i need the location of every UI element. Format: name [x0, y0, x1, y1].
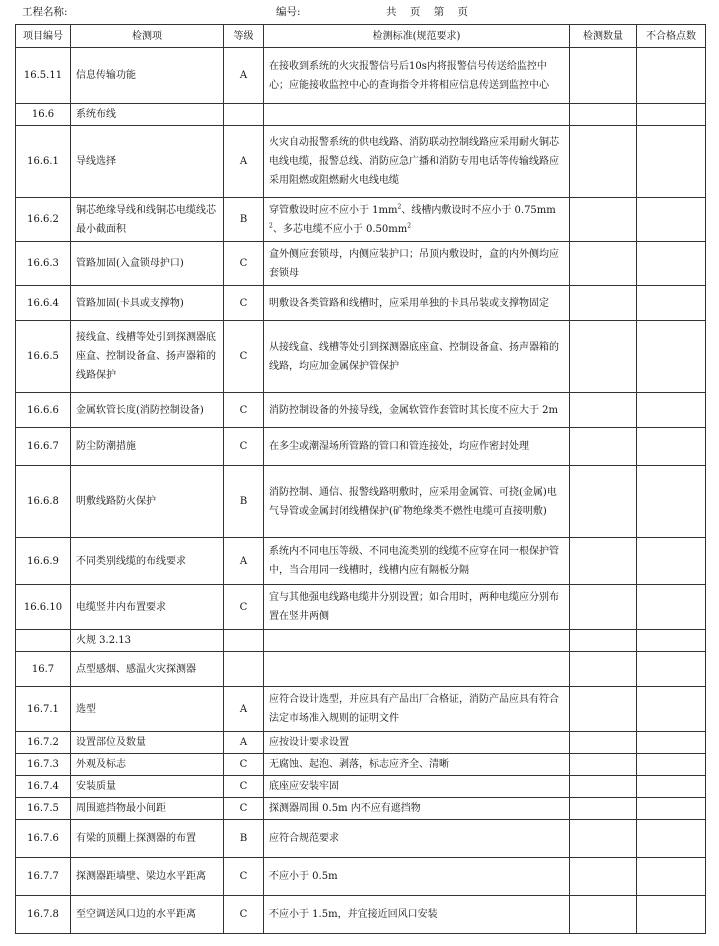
table-row: [16, 896, 706, 934]
item-name: 火规 3.2.13: [71, 630, 224, 652]
table-row: [16, 286, 706, 321]
item-code: 16.7.2: [16, 732, 71, 754]
item-name: 不同类别线缆的布线要求: [71, 538, 224, 585]
table-row: [16, 652, 706, 687]
number-label: 编号:: [276, 6, 301, 18]
item-code: 16.7.1: [16, 687, 71, 732]
item-grade: B: [224, 466, 264, 538]
item-code: 16.7.8: [16, 896, 71, 934]
item-code: 16.6.6: [16, 393, 71, 428]
col-header-item: 检测项: [71, 25, 224, 48]
item-standard: [264, 630, 570, 652]
item-grade: A: [224, 126, 264, 198]
item-name: 探测器距墙壁、梁边水平距离: [71, 858, 224, 896]
item-standard: 应符合设计选型，并应具有产品出厂合格证，消防产品应具有符合法定市场准入规则的证明文件: [264, 687, 570, 732]
table-row: [16, 585, 706, 630]
item-standard: 系统内不同电压等级、不同电流类别的线缆不应穿在同一根保护管中，当合用同一线槽时，线槽内应有隔板分隔: [264, 538, 570, 585]
item-standard: 消防控制、通信、报警线路明敷时，应采用金属管、可挠(金属)电气导管或金属封闭线槽保护(矿物绝缘类不燃性电缆可直接明敷): [264, 466, 570, 538]
failed-cell[interactable]: [637, 585, 706, 630]
table-row: [16, 820, 706, 858]
table-row: [16, 428, 706, 466]
item-standard: 火灾自动报警系统的供电线路、消防联动控制线路应采用耐火铜芯电线电缆，报警总线、消防应急广播和消防专用电话等传输线路应采用阻燃或阻燃耐火电线电缆: [264, 126, 570, 198]
item-grade: C: [224, 321, 264, 393]
item-code: 16.6.8: [16, 466, 71, 538]
failed-cell[interactable]: [637, 858, 706, 896]
item-standard: 盒外侧应套锁母，内侧应装护口；吊顶内敷设时，盒的内外侧均应套锁母: [264, 242, 570, 286]
item-code: 16.7.5: [16, 798, 71, 820]
quantity-cell[interactable]: [570, 126, 637, 198]
item-name: 铜芯绝缘导线和线铜芯电缆线芯最小截面积: [71, 198, 224, 242]
failed-cell[interactable]: [637, 393, 706, 428]
item-grade: C: [224, 858, 264, 896]
failed-cell[interactable]: [637, 652, 706, 687]
item-standard: 消防控制设备的外接导线，金属软管作套管时其长度不应大于 2m: [264, 393, 570, 428]
quantity-cell[interactable]: [570, 48, 637, 104]
item-standard: 应符合规范要求: [264, 820, 570, 858]
item-code: 16.7.6: [16, 820, 71, 858]
item-grade: B: [224, 198, 264, 242]
item-code: 16.5.11: [16, 48, 71, 104]
item-standard: 在多尘或潮湿场所管路的管口和管连接处，均应作密封处理: [264, 428, 570, 466]
quantity-cell[interactable]: [570, 286, 637, 321]
table-row: [16, 466, 706, 538]
failed-cell[interactable]: [637, 321, 706, 393]
item-grade: C: [224, 286, 264, 321]
failed-cell[interactable]: [637, 198, 706, 242]
quantity-cell[interactable]: [570, 428, 637, 466]
item-name: 接线盒、线槽等处引到探测器底座盒、控制设备盒、扬声器箱的线路保护: [71, 321, 224, 393]
table-row: [16, 48, 706, 104]
item-name: 管路加固(卡具或支撑物): [71, 286, 224, 321]
item-name: 有梁的顶棚上探测器的布置: [71, 820, 224, 858]
failed-cell[interactable]: [637, 538, 706, 585]
item-standard: 无腐蚀、起泡、剥落，标志应齐全、清晰: [264, 754, 570, 776]
item-name: 防尘防潮措施: [71, 428, 224, 466]
quantity-cell[interactable]: [570, 896, 637, 934]
item-grade: [224, 104, 264, 126]
table-row: [16, 393, 706, 428]
item-code: 16.6.3: [16, 242, 71, 286]
item-code: 16.7.7: [16, 858, 71, 896]
table-row: [16, 858, 706, 896]
table-row: [16, 732, 706, 754]
item-code: 16.6.9: [16, 538, 71, 585]
item-grade: C: [224, 393, 264, 428]
item-grade: A: [224, 732, 264, 754]
quantity-cell[interactable]: [570, 776, 637, 798]
item-name: 至空调送风口边的水平距离: [71, 896, 224, 934]
quantity-cell[interactable]: [570, 754, 637, 776]
item-standard: 应按设计要求设置: [264, 732, 570, 754]
inspection-table: [15, 24, 706, 934]
failed-cell[interactable]: [637, 732, 706, 754]
item-name: 导线选择: [71, 126, 224, 198]
item-name: 设置部位及数量: [71, 732, 224, 754]
item-grade: B: [224, 820, 264, 858]
table-row: [16, 104, 706, 126]
item-code: 16.7.3: [16, 754, 71, 776]
quantity-cell[interactable]: [570, 732, 637, 754]
failed-cell[interactable]: [637, 754, 706, 776]
item-standard: [264, 104, 570, 126]
item-grade: C: [224, 242, 264, 286]
failed-cell[interactable]: [637, 48, 706, 104]
failed-cell[interactable]: [637, 286, 706, 321]
item-code: 16.6.5: [16, 321, 71, 393]
quantity-cell[interactable]: [570, 538, 637, 585]
item-name: 周围遮挡物最小间距: [71, 798, 224, 820]
item-name: 明敷线路防火保护: [71, 466, 224, 538]
table-row: [16, 126, 706, 198]
page-count-label: 共 页 第 页: [386, 6, 469, 18]
quantity-cell[interactable]: [570, 652, 637, 687]
quantity-cell[interactable]: [570, 321, 637, 393]
item-standard: 不应小于 1.5m，并宜接近回风口安装: [264, 896, 570, 934]
item-grade: C: [224, 776, 264, 798]
item-name: 电缆竖井内布置要求: [71, 585, 224, 630]
project-name-label: 工程名称:: [22, 6, 68, 18]
item-name: 点型感烟、感温火灾探测器: [71, 652, 224, 687]
item-code: 16.6.4: [16, 286, 71, 321]
col-header-code: 项目编号: [16, 25, 71, 48]
item-grade: C: [224, 585, 264, 630]
failed-cell[interactable]: [637, 126, 706, 198]
item-name: 管路加固(入盒锁母护口): [71, 242, 224, 286]
quantity-cell[interactable]: [570, 242, 637, 286]
col-header-failed: 不合格点数: [637, 25, 706, 48]
item-name: 系统布线: [71, 104, 224, 126]
table-row: [16, 242, 706, 286]
item-code: 16.7: [16, 652, 71, 687]
item-name: 选型: [71, 687, 224, 732]
item-grade: A: [224, 687, 264, 732]
item-code: 16.7.4: [16, 776, 71, 798]
table-header-row: [16, 25, 706, 48]
item-grade: C: [224, 798, 264, 820]
quantity-cell[interactable]: [570, 630, 637, 652]
table-row: [16, 687, 706, 732]
item-standard: 宜与其他强电线路电缆井分别设置；如合用时，两种电缆应分别布置在竖井两侧: [264, 585, 570, 630]
table-row: [16, 776, 706, 798]
item-standard: 穿管敷设时应不应小于 $1mm^2$、线槽内敷设时不应小于 $0.75mm^2$、多芯电缆不应小于 $0.50mm^2$: [264, 198, 570, 242]
item-code: 16.6.2: [16, 198, 71, 242]
item-standard: 在接收到系统的火灾报警信号后10s内将报警信号传送给监控中心；应能接收监控中心的查询指令并将相应信息传送到监控中心: [264, 48, 570, 104]
item-code: 16.6.1: [16, 126, 71, 198]
table-row: [16, 630, 706, 652]
quantity-cell[interactable]: [570, 858, 637, 896]
failed-cell[interactable]: [637, 687, 706, 732]
table-row: [16, 754, 706, 776]
quantity-cell[interactable]: [570, 687, 637, 732]
item-code: [16, 630, 71, 652]
col-header-quantity: 检测数量: [570, 25, 637, 48]
table-row: [16, 321, 706, 393]
col-header-standard: 检测标准(规范要求): [264, 25, 570, 48]
failed-cell[interactable]: [637, 820, 706, 858]
quantity-cell[interactable]: [570, 104, 637, 126]
item-grade: C: [224, 896, 264, 934]
quantity-cell[interactable]: [570, 585, 637, 630]
item-grade: C: [224, 754, 264, 776]
failed-cell[interactable]: [637, 466, 706, 538]
item-standard: [264, 652, 570, 687]
failed-cell[interactable]: [637, 104, 706, 126]
item-grade: [224, 630, 264, 652]
quantity-cell[interactable]: [570, 466, 637, 538]
item-standard: 从接线盒、线槽等处引到探测器底座盒、控制设备盒、扬声器箱的线路，均应加金属保护管保护: [264, 321, 570, 393]
failed-cell[interactable]: [637, 776, 706, 798]
failed-cell[interactable]: [637, 428, 706, 466]
item-standard: 底座应安装牢固: [264, 776, 570, 798]
item-grade: [224, 652, 264, 687]
item-code: 16.6.10: [16, 585, 71, 630]
quantity-cell[interactable]: [570, 820, 637, 858]
quantity-cell[interactable]: [570, 198, 637, 242]
item-grade: A: [224, 538, 264, 585]
item-code: 16.6: [16, 104, 71, 126]
item-name: 金属软管长度(消防控制设备): [71, 393, 224, 428]
item-standard: 明敷设各类管路和线槽时，应采用单独的卡具吊装或支撑物固定: [264, 286, 570, 321]
item-code: 16.6.7: [16, 428, 71, 466]
failed-cell[interactable]: [637, 896, 706, 934]
col-header-grade: 等级: [224, 25, 264, 48]
quantity-cell[interactable]: [570, 798, 637, 820]
item-grade: A: [224, 48, 264, 104]
table-row: [16, 198, 706, 242]
item-standard: 不应小于 0.5m: [264, 858, 570, 896]
item-name: 外观及标志: [71, 754, 224, 776]
item-standard: 探测器周围 0.5m 内不应有遮挡物: [264, 798, 570, 820]
table-row: [16, 538, 706, 585]
item-name: 信息传输功能: [71, 48, 224, 104]
item-grade: C: [224, 428, 264, 466]
failed-cell[interactable]: [637, 630, 706, 652]
failed-cell[interactable]: [637, 242, 706, 286]
quantity-cell[interactable]: [570, 393, 637, 428]
table-row: [16, 798, 706, 820]
item-name: 安装质量: [71, 776, 224, 798]
form-header: [0, 0, 719, 24]
failed-cell[interactable]: [637, 798, 706, 820]
